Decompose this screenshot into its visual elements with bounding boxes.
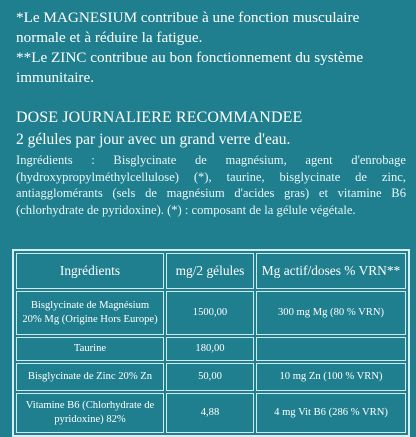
cell-ingredient: Bisglycinate de Magnésium 20% Mg (Origine Hors Europe) xyxy=(16,291,164,335)
zinc-claim: **Le ZINC contribue au bon fonctionnement du système immunitaire. xyxy=(16,49,364,86)
cell-vrn: 300 mg Mg (80 % VRN) xyxy=(256,291,406,335)
cell-ingredient: Vitamine B6 (Chlorhydrate de pyridoxine) 82% xyxy=(16,393,164,433)
header-vrn: Mg actif/doses % VRN** xyxy=(256,253,406,289)
cell-mg: 1500,00 xyxy=(166,291,254,335)
table-row xyxy=(16,291,406,335)
table-row xyxy=(16,363,406,391)
cell-vrn: 10 mg Zn (100 % VRN) xyxy=(256,363,406,391)
magnesium-claim: *Le MAGNESIUM contribue à une fonction musculaire normale et à réduire la fatigue. xyxy=(16,9,360,46)
cell-mg: 50,00 xyxy=(166,363,254,391)
header-ingredients: Ingrédients xyxy=(16,253,164,289)
nutrition-table xyxy=(12,249,410,437)
dosage-section xyxy=(16,108,406,218)
table-row xyxy=(16,393,406,433)
health-claims xyxy=(16,8,404,88)
dose-title: DOSE JOURNALIERE RECOMMANDEE xyxy=(16,109,303,126)
cell-mg: 180,00 xyxy=(166,337,254,361)
dose-instructions: 2 gélules par jour avec un grand verre d'eau. xyxy=(16,131,291,148)
table-row xyxy=(16,337,406,361)
cell-vrn xyxy=(256,337,406,361)
header-mg: mg/2 gélules xyxy=(166,253,254,289)
table-header-row xyxy=(16,253,406,289)
cell-vrn: 4 mg Vit B6 (286 % VRN) xyxy=(256,393,406,433)
cell-ingredient: Taurine xyxy=(16,337,164,361)
nutrition-table-container xyxy=(12,249,408,425)
cell-mg: 4,88 xyxy=(166,393,254,433)
cell-ingredient: Bisglycinate de Zinc 20% Zn xyxy=(16,363,164,391)
ingredients-list: Ingrédients : Bisglycinate de magnésium, agent d'enrobage (hydroxypropylméthylcellulose) (*), taurine, bisglycinate de zinc, antiagglomérants (sels de magnésium d'acides gras) et vitamine B6 (chlorhydrate de pyridoxine). (*) : composant de la gélule végétale. xyxy=(16,153,406,217)
